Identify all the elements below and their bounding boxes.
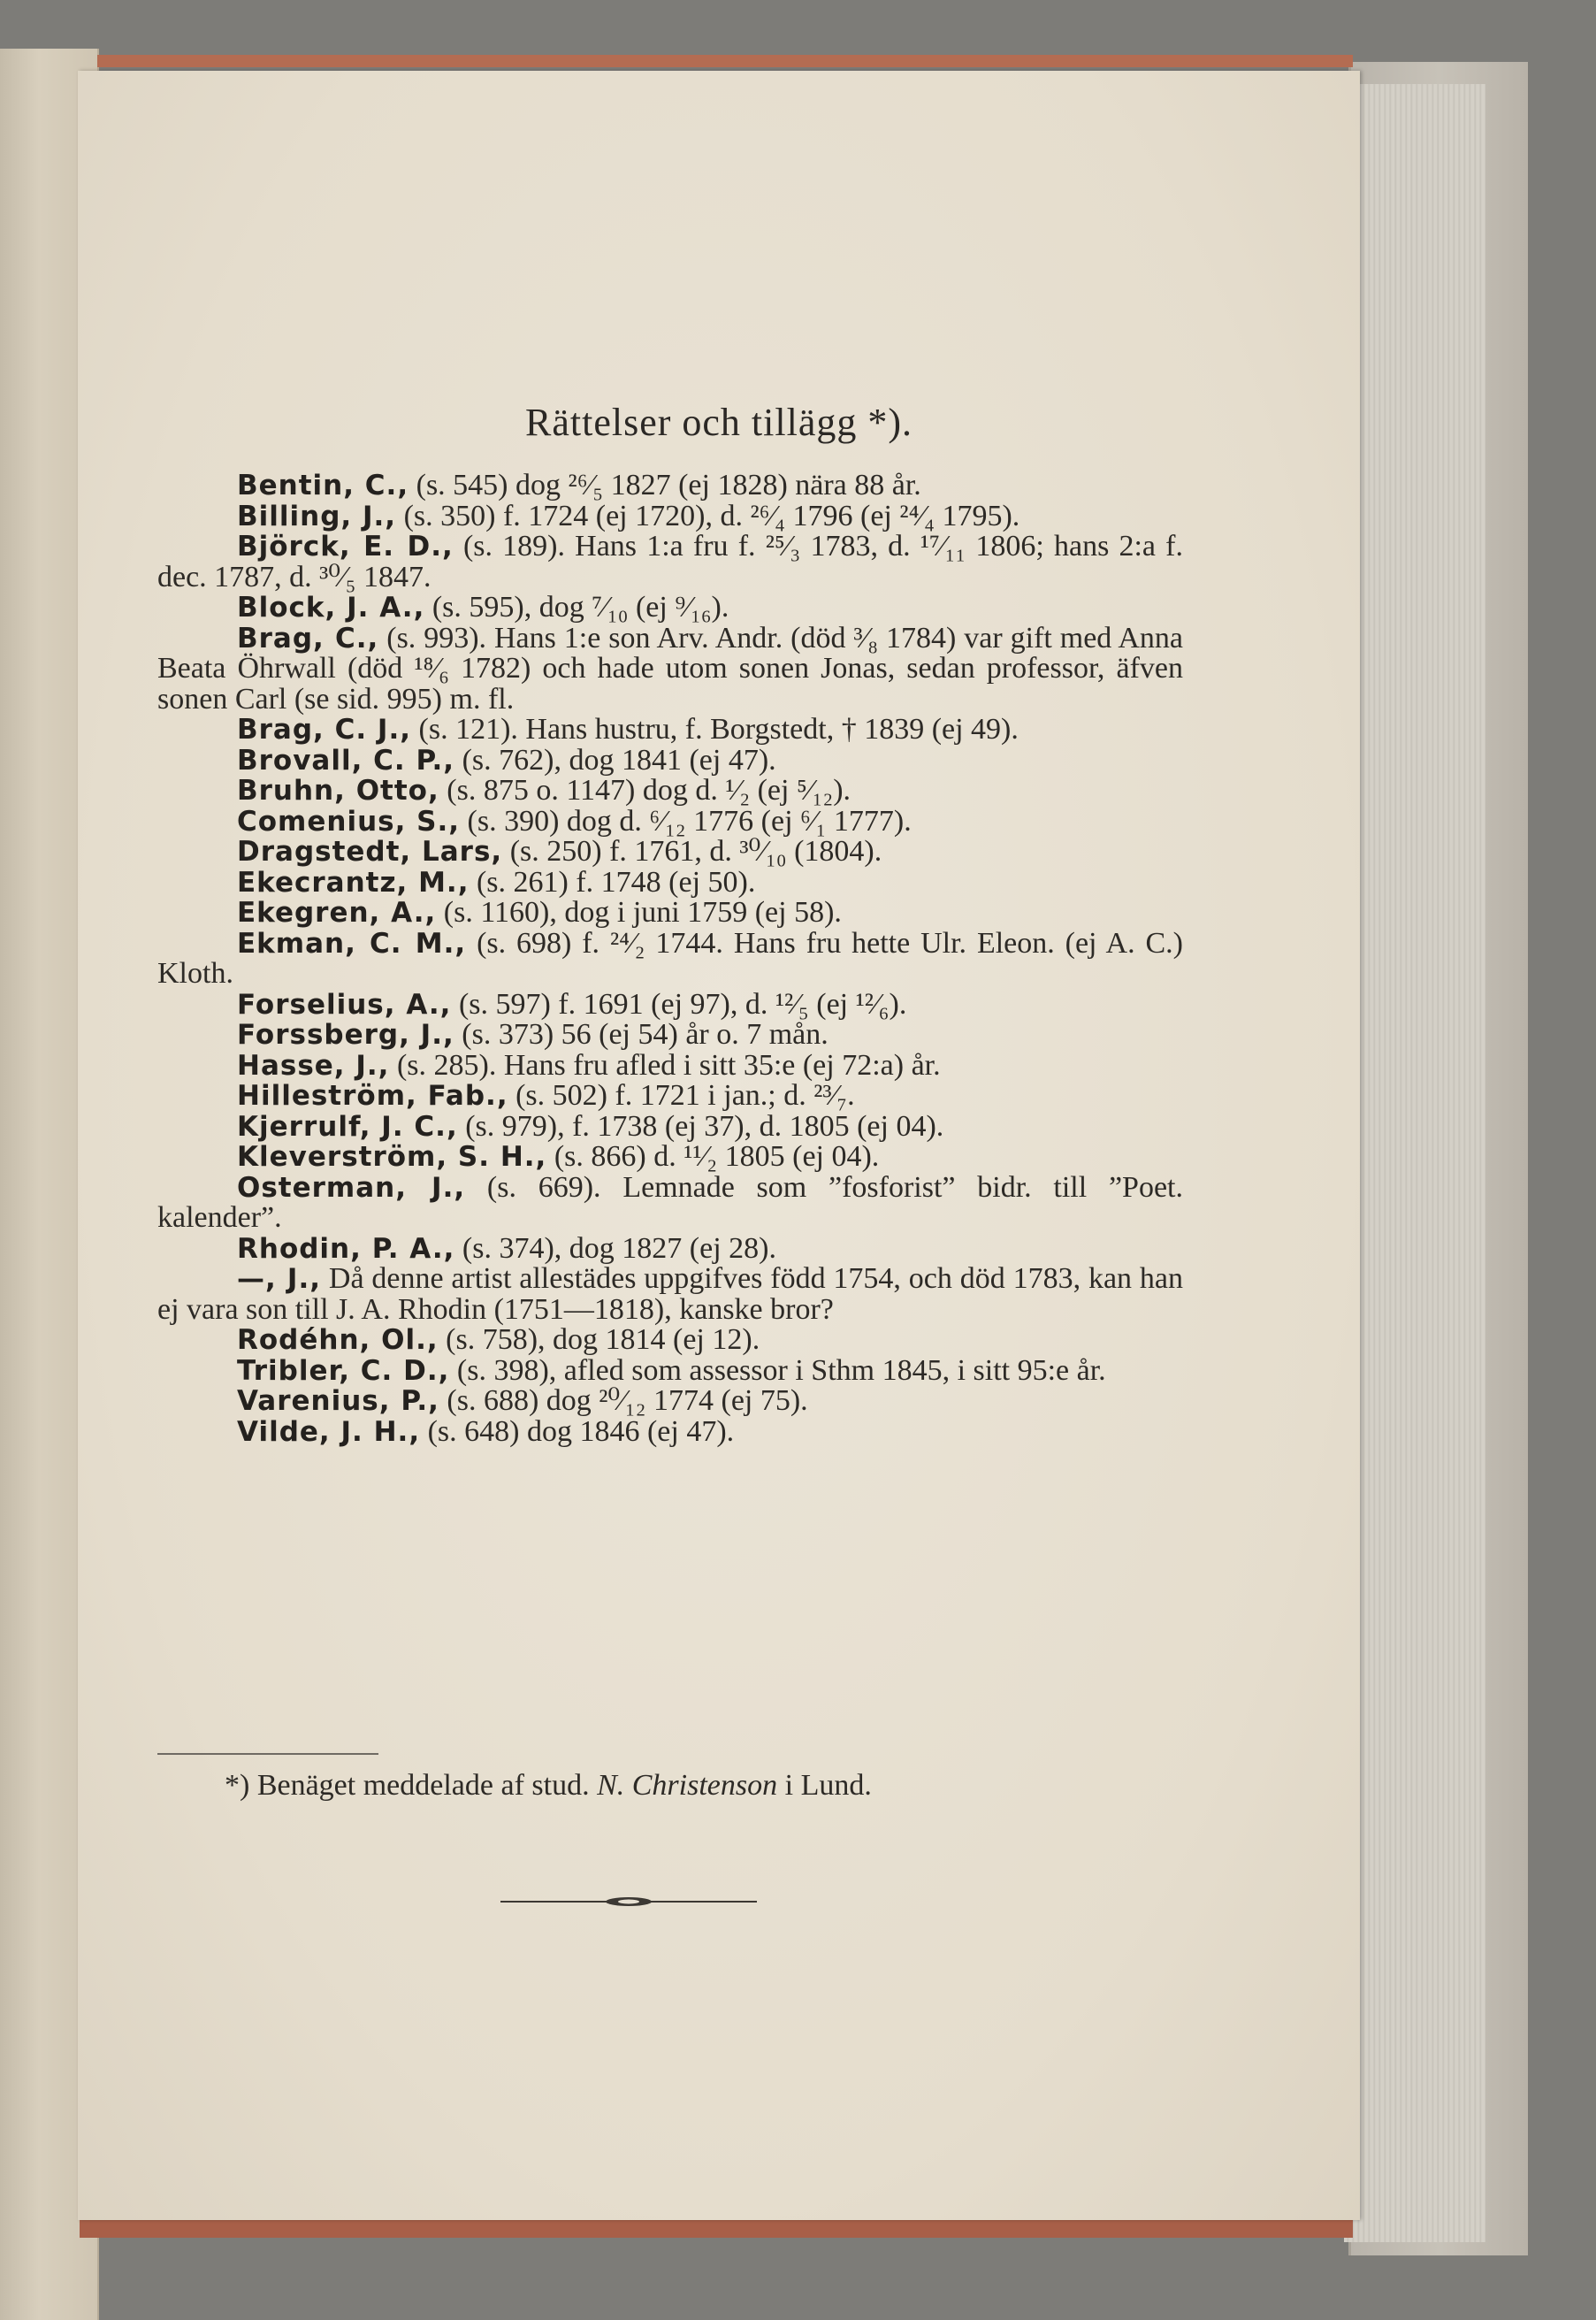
correction-entry <box>157 1020 1183 1051</box>
entry-name: Rodéhn, Ol. , <box>237 1324 439 1356</box>
page-content <box>78 71 1360 2220</box>
red-page-edge-top <box>97 55 1353 67</box>
entry-name: Comenius, S. , <box>237 806 460 838</box>
entry-name: Bruhn, Otto , <box>237 775 439 807</box>
correction-entry <box>157 471 1183 502</box>
entry-text: (s. 390) dog d. ⁶⁄₁₂ 1776 (ej ⁶⁄₁ 1777). <box>460 804 912 838</box>
footnote-contributor: N. Christenson <box>597 1769 778 1802</box>
correction-entry <box>157 1081 1183 1112</box>
entry-name: Block, J. A. , <box>237 592 424 624</box>
footnote-suffix: i Lund. <box>777 1769 872 1802</box>
entry-name: —, J. , <box>237 1263 321 1295</box>
entry-text: (s. 261) f. 1748 (ej 50). <box>469 865 756 899</box>
footnote-prefix: *) Benäget meddelade af stud. <box>225 1769 598 1802</box>
entry-text: (s. 250) f. 1761, d. ³⁰⁄₁₀ (1804). <box>502 835 882 868</box>
entry-name: Dragstedt, Lars , <box>237 836 502 868</box>
entry-name: Hasse, J. , <box>237 1050 389 1082</box>
correction-entry <box>157 776 1183 807</box>
entry-text: (s. 545) dog ²⁶⁄₅ 1827 (ej 1828) nära 88 år. <box>409 469 921 502</box>
entry-name: Varenius, P. , <box>237 1385 439 1417</box>
entry-name: Brovall, C. P. , <box>237 745 454 777</box>
entry-name: Rhodin, P. A. , <box>237 1233 454 1265</box>
entry-name: Osterman, J. , <box>237 1172 465 1204</box>
entry-text: (s. 350) f. 1724 (ej 1720), d. ²⁶⁄₄ 1796 (ej ²⁴⁄₄ 1795). <box>396 499 1020 532</box>
entry-text: (s. 866) d. ¹¹⁄₂ 1805 (ej 04). <box>546 1140 880 1173</box>
correction-entry <box>157 987 1183 1021</box>
correction-entry <box>157 743 1183 777</box>
entry-text: (s. 669). Lemnade som ”fosforist” bidr. till ”Poet. kalender”. <box>157 1170 1183 1234</box>
entry-text: (s. 875 o. 1147) dog d. ¹⁄₂ (ej ⁵⁄₁₂). <box>439 774 851 807</box>
entry-text: (s. 398), afled som assessor i Sthm 1845, i sitt 95:e år. <box>449 1353 1106 1387</box>
correction-entry <box>157 865 1183 899</box>
correction-entry <box>157 1231 1183 1265</box>
entry-name: Tribler, C. D. , <box>237 1355 449 1387</box>
correction-entry <box>157 1048 1183 1082</box>
correction-entry <box>157 1325 1183 1356</box>
entry-name: Ekecrantz, M. , <box>237 867 469 899</box>
entry-name: Björck, E. D. , <box>237 531 454 563</box>
entry-name: Bentin, C. , <box>237 470 409 502</box>
entry-name: Ekegren, A. , <box>237 897 436 929</box>
correction-entry <box>157 837 1183 868</box>
entry-name: Forselius, A. , <box>237 989 451 1021</box>
entry-text: (s. 648) dog 1846 (ej 47). <box>420 1414 735 1448</box>
entry-text: (s. 189). Hans 1:a fru f. ²⁵⁄₃ 1783, d. ¹⁷⁄₁₁ 1806; hans 2:a f. dec. 1787, d. ³⁰⁄₅ 1847. <box>157 530 1183 593</box>
entry-text: (s. 762), dog 1841 (ej 47). <box>454 743 776 777</box>
entry-text: (s. 285). Hans fru afled i sitt 35:e (ej 72:a) år. <box>389 1048 941 1082</box>
page-stack-edge <box>1344 84 1485 2242</box>
correction-entry <box>157 804 1183 838</box>
correction-entry <box>157 621 1183 716</box>
footnote-divider <box>157 1753 378 1755</box>
correction-entry <box>157 1353 1183 1387</box>
correction-entry <box>157 1142 1183 1173</box>
page-title: Rättelser och tillägg *). <box>525 401 913 444</box>
entry-text: (s. 373) 56 (ej 54) år o. 7 mån. <box>454 1018 829 1051</box>
entry-text: (s. 758), dog 1814 (ej 12). <box>438 1323 760 1356</box>
entry-name: Kleverström, S. H. , <box>237 1141 546 1173</box>
entry-text: (s. 1160), dog i juni 1759 (ej 58). <box>436 896 842 929</box>
entry-name: Hilleström, Fab. , <box>237 1080 508 1112</box>
entry-text: (s. 979), f. 1738 (ej 37), d. 1805 (ej 04). <box>457 1109 944 1143</box>
entry-name: Billing, J. , <box>237 501 396 532</box>
correction-entry <box>157 1109 1183 1143</box>
entry-text: (s. 121). Hans hustru, f. Borgstedt, † 1839 (ej 49). <box>411 713 1019 746</box>
correction-entry <box>157 1170 1183 1234</box>
correction-entry <box>157 532 1183 593</box>
entry-name: Vilde, J. H. , <box>237 1416 420 1448</box>
entry-text: (s. 595), dog ⁷⁄₁₀ (ej ⁹⁄₁₆). <box>424 591 729 624</box>
correction-entry <box>157 1386 1183 1417</box>
correction-entry <box>157 499 1183 532</box>
correction-entry <box>157 1414 1183 1448</box>
entry-name: Brag, C. J. , <box>237 714 411 746</box>
end-ornament <box>500 1893 757 1910</box>
entry-text: (s. 597) f. 1691 (ej 97), d. ¹²⁄₅ (ej ¹²⁄₆). <box>451 987 907 1021</box>
entry-text: Då denne artist allestädes uppgifves född 1754, och död 1783, kan han ej vara son till J. A. Rhodin (1751—1818), kanske bror? <box>157 1262 1183 1326</box>
entry-name: Kjerrulf, J. C. , <box>237 1111 458 1143</box>
entry-text: (s. 502) f. 1721 i jan.; d. ²³⁄₇. <box>508 1079 855 1112</box>
correction-entry <box>157 593 1183 624</box>
entry-name: Forssberg, J. , <box>237 1019 454 1051</box>
entry-name: Brag, C. , <box>237 623 378 655</box>
entry-text: (s. 993). Hans 1:e son Arv. Andr. (död ³⁄₈ 1784) var gift med Anna Beata Öhrwall (död ¹⁸⁄₆ 1782) och hade utom sonen Jonas, sedan professor, äfven sonen Carl (se sid. 995) m. fl. <box>157 621 1183 716</box>
entry-text: (s. 698) f. ²⁴⁄₂ 1744. Hans fru hette Ulr. Eleon. (ej A. C.) Kloth. <box>157 926 1183 990</box>
correction-entry <box>157 715 1183 746</box>
entry-name: Ekman, C. M. , <box>237 928 466 960</box>
corrections-list <box>157 471 1183 1447</box>
correction-entry <box>157 926 1183 990</box>
entry-text: (s. 688) dog ²⁰⁄₁₂ 1774 (ej 75). <box>439 1384 808 1417</box>
footnote <box>225 1769 872 1803</box>
correction-entry <box>157 898 1183 929</box>
correction-entry <box>157 1264 1183 1325</box>
entry-text: (s. 374), dog 1827 (ej 28). <box>454 1231 776 1265</box>
